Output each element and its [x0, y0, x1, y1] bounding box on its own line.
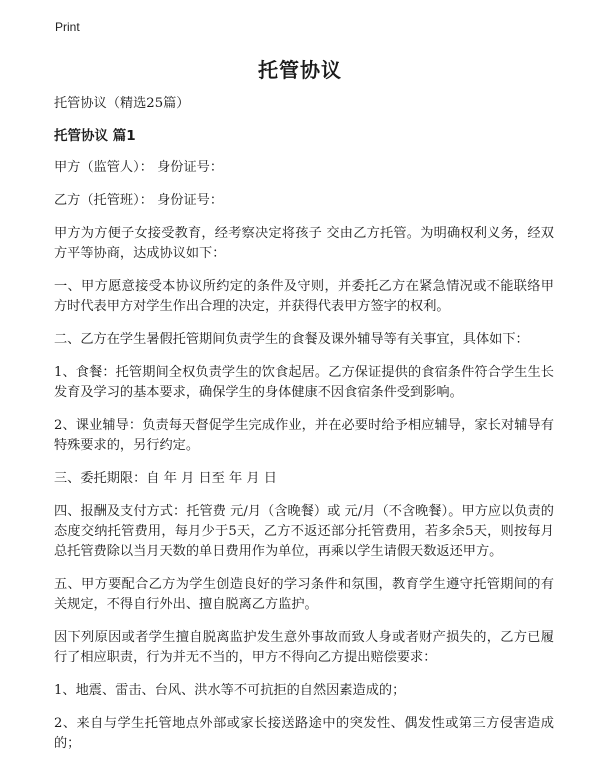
document-title: 托管协议	[258, 58, 342, 82]
liability-item-2: 2、来自与学生托管地点外部或家长接送路途中的突发性、偶发性或第三方侵害造成的；	[54, 716, 554, 751]
liability-item-1: 1、地震、雷击、台风、洪水等不可抗拒的自然因素造成的；	[54, 683, 406, 698]
clause-3-paragraph: 三、委托期限：自 年 月 日至 年 月 日	[54, 471, 277, 486]
clause-5-paragraph: 五、甲方要配合乙方为学生创造良好的学习条件和氛围，教育学生遵守托管期间的有关规定，不得自行外出、擅自脱离乙方监护。	[54, 577, 554, 612]
liability-paragraph: 因下列原因或者学生擅自脱离监护发生意外事故而致人身或者财产损失的，乙方已履行了相应职责，行为并无不当的，甲方不得向乙方提出赔偿要求：	[54, 630, 554, 665]
preamble-paragraph: 甲方为方便子女接受教育，经考察决定将孩子 交由乙方托管。为明确权利义务，经双方平等协商，达成协议如下：	[54, 226, 554, 261]
clause-2-paragraph: 二、乙方在学生暑假托管期间负责学生的食餐及课外辅导等有关事宜，具体如下：	[54, 332, 529, 347]
party-b-line: 乙方（托管班）： 身份证号：	[54, 193, 224, 208]
print-link[interactable]: Print	[55, 20, 80, 34]
section-heading: 托管协议 篇1	[54, 128, 136, 144]
clause-2-item-tutoring: 2、课业辅导：负责每天督促学生完成作业，并在必要时给予相应辅导，家长对辅导有特殊要求的，另行约定。	[54, 418, 554, 453]
document-subtitle: 托管协议（精选25篇）	[54, 96, 190, 111]
clause-1-paragraph: 一、甲方愿意接受本协议所约定的条件及守则，并委托乙方在紧急情况或不能联络甲方时代表甲方对学生作出合理的决定，并获得代表甲方签字的权利。	[54, 279, 554, 314]
clause-2-item-meals: 1、食餐：托管期间全权负责学生的饮食起居。乙方保证提供的食宿条件符合学生生长发育及学习的基本要求，确保学生的身体健康不因食宿条件受到影响。	[54, 365, 554, 400]
clause-4-paragraph: 四、报酬及支付方式：托管费 元/月（含晚餐）或 元/月（不含晚餐）。甲方应以负责的态度交纳托管费用，每月少于5天，乙方不返还部分托管费用，若多余5天，则按每月总托管费除以当月天数的单日费用作为单位，再乘以学生请假天数返还甲方。	[54, 504, 554, 559]
party-a-line: 甲方（监管人）： 身份证号：	[54, 160, 224, 175]
document-body	[54, 94, 554, 767]
